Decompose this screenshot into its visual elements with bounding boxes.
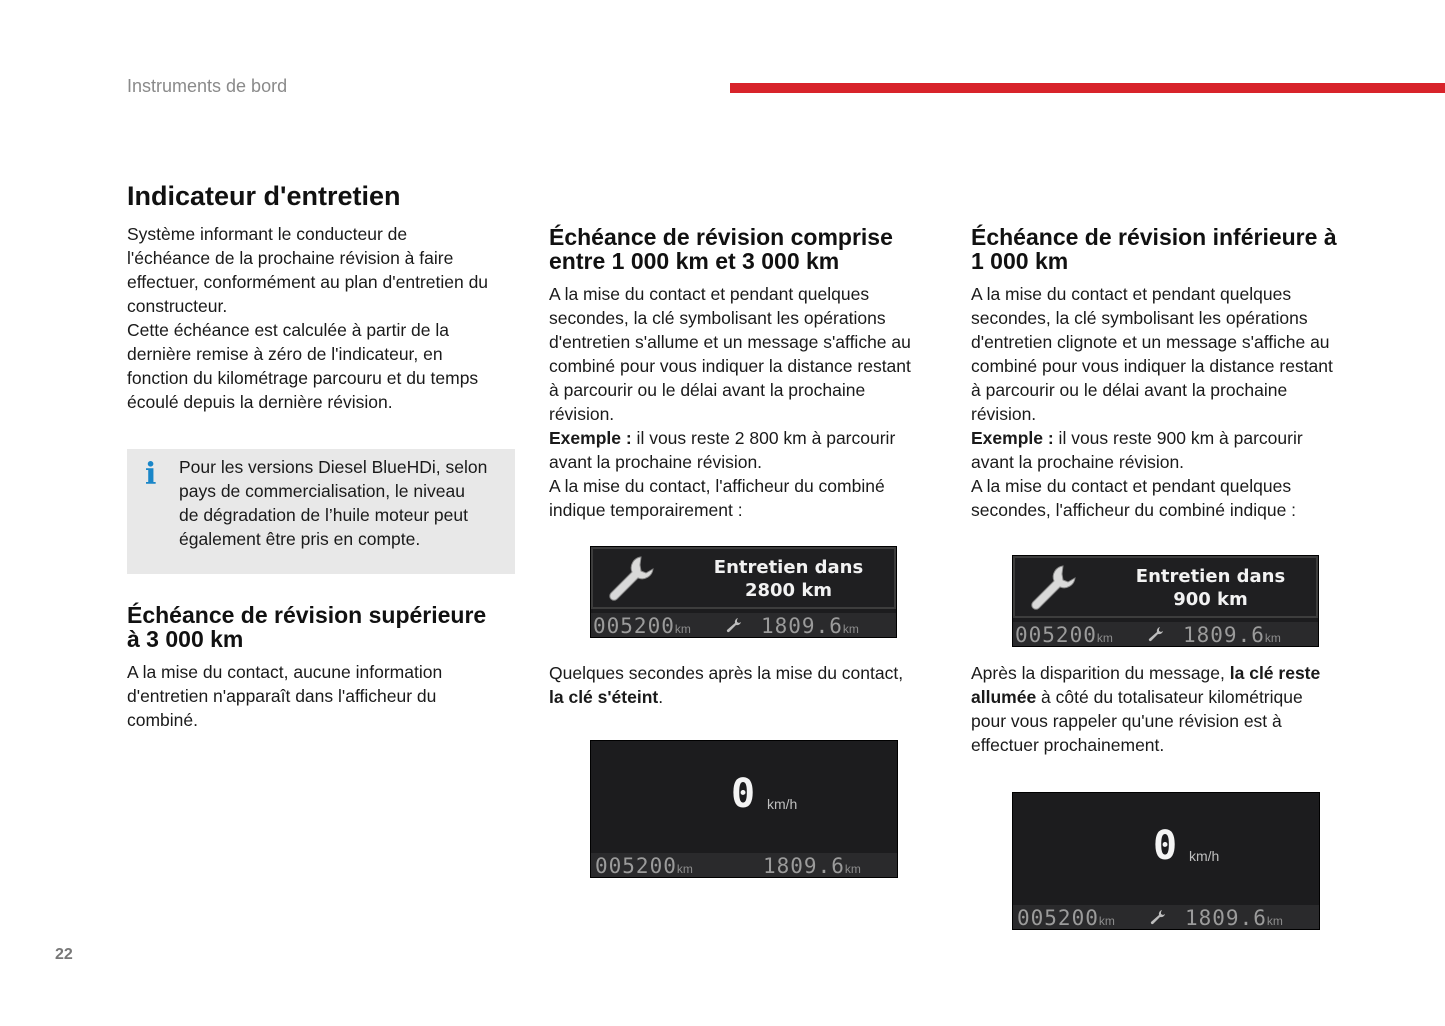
body-paragraph: [971, 282, 1371, 522]
heading-line: à 3 000 km: [127, 626, 244, 652]
dashboard-display-speed-with-key: [1012, 792, 1320, 930]
caption-bold: la clé s'éteint: [549, 687, 659, 707]
message-line-1: Entretien dans: [713, 557, 864, 578]
speed-unit: km/h: [1189, 848, 1220, 864]
text-line: d'entretien s'allume et un message s'affiche au: [549, 332, 911, 352]
odometer-total: [1017, 906, 1115, 930]
dashboard-display-message: [1012, 555, 1319, 647]
text-line: Cette échéance est calculée à partir de la: [127, 320, 449, 340]
caption-line: [971, 685, 1303, 709]
section-heading-1000-3000: [549, 225, 893, 273]
trip-value: 1809.6: [1185, 906, 1267, 930]
caption-line: [971, 661, 1320, 685]
odometer-unit: km: [674, 622, 691, 636]
speed-unit: km/h: [767, 796, 798, 812]
odometer-value: 005200: [593, 614, 675, 638]
heading-line: Échéance de révision comprise: [549, 224, 893, 250]
odometer-total: [1015, 623, 1113, 647]
text-line: secondes, la clé symbolisant les opérations: [971, 308, 1308, 328]
text-line: secondes, la clé symbolisant les opérations: [549, 308, 886, 328]
odometer-unit: km: [1098, 914, 1115, 928]
text-line: secondes, l'afficheur du combiné indique :: [971, 500, 1297, 520]
text-line: combiné pour vous indiquer la distance restant: [549, 356, 911, 376]
text-line: écoulé depuis la dernière révision.: [127, 392, 393, 412]
text-line: également être pris en compte.: [179, 529, 421, 549]
odometer-value: 005200: [595, 854, 677, 878]
text-line: A la mise du contact et pendant quelques: [971, 284, 1292, 304]
text-line: à parcourir ou le délai avant la prochaine: [549, 380, 866, 400]
trip-meter: [761, 614, 859, 638]
odometer-bar: [591, 853, 897, 877]
wrench-small-icon: [725, 617, 743, 634]
odometer-unit: km: [1096, 631, 1113, 645]
dashboard-display-message: [590, 546, 897, 638]
text-line: révision.: [549, 404, 615, 424]
text-line: constructeur.: [127, 296, 228, 316]
page-number: 22: [55, 946, 73, 963]
example-text: il vous reste 2 800 km à parcourir: [631, 428, 896, 448]
wrench-small-icon: [1149, 909, 1167, 926]
caption-line: [549, 685, 663, 709]
trip-unit: km: [844, 862, 861, 876]
info-box: [127, 449, 515, 574]
body-paragraph: [549, 282, 939, 522]
wrench-small-icon: [1147, 626, 1165, 643]
text-line: de dégradation de l’huile moteur peut: [179, 505, 468, 525]
info-icon: i: [145, 457, 157, 492]
info-text: [179, 455, 509, 551]
example-label: Exemple :: [971, 428, 1054, 448]
odometer-bar: [591, 613, 896, 637]
heading-line: Échéance de révision inférieure à: [971, 224, 1337, 250]
heading-line: Échéance de révision supérieure: [127, 602, 487, 628]
intro-paragraph: [127, 222, 517, 414]
text-line: A la mise du contact et pendant quelques: [971, 476, 1292, 496]
text-line: à parcourir ou le délai avant la prochaine: [971, 380, 1288, 400]
maintenance-message: [1108, 565, 1313, 611]
message-line-2: 900 km: [1173, 589, 1248, 610]
caption-line: effectuer prochainement.: [971, 735, 1165, 755]
trip-meter: [1183, 623, 1281, 647]
odometer-unit: km: [676, 862, 693, 876]
text-line: A la mise du contact, l'afficheur du combiné: [549, 476, 885, 496]
text-line: d'entretien clignote et un message s'affiche au: [971, 332, 1330, 352]
example-label: Exemple :: [549, 428, 632, 448]
wrench-icon: [605, 553, 655, 605]
dashboard-display-speed: [590, 740, 898, 878]
text-line: révision.: [971, 404, 1037, 424]
trip-unit: km: [1266, 914, 1283, 928]
text-line: l'échéance de la prochaine révision à faire: [127, 248, 454, 268]
text-line: Pour les versions Diesel BlueHDi, selon: [179, 457, 488, 477]
caption-bold: la clé reste: [1229, 663, 1321, 683]
maintenance-message: [686, 556, 891, 602]
odometer-bar: [1013, 905, 1319, 929]
message-line-2: 2800 km: [744, 580, 833, 601]
text-line: A la mise du contact, aucune information: [127, 662, 443, 682]
heading-line: entre 1 000 km et 3 000 km: [549, 248, 840, 274]
caption-text: à côté du totalisateur kilométrique: [1036, 687, 1303, 707]
example-line: [549, 426, 939, 450]
odometer-value: 005200: [1015, 623, 1097, 647]
text-line: Système informant le conducteur de: [127, 224, 408, 244]
speed-value: 0: [1153, 823, 1178, 869]
section-heading-below-1000: [971, 225, 1337, 273]
caption-line: Quelques secondes après la mise du contact,: [549, 663, 904, 683]
odometer-total: [595, 854, 693, 878]
text-line: indique temporairement :: [549, 500, 743, 520]
text-line: A la mise du contact et pendant quelques: [549, 284, 870, 304]
wrench-icon: [1027, 562, 1077, 614]
speed-value: 0: [731, 771, 756, 817]
trip-unit: km: [1264, 631, 1281, 645]
caption-bold: allumée: [971, 687, 1037, 707]
text-line: pays de commercialisation, le niveau: [179, 481, 465, 501]
text-line: avant la prochaine révision.: [971, 452, 1185, 472]
caption-start: Après la disparition du message,: [971, 663, 1230, 683]
text-line: dernière remise à zéro de l'indicateur, en: [127, 344, 443, 364]
caption-line: pour vous rappeler qu'une révision est à: [971, 711, 1282, 731]
trip-value: 1809.6: [1183, 623, 1265, 647]
above-3000-paragraph: [127, 660, 517, 732]
text-line: effectuer, conformément au plan d'entretien du: [127, 272, 489, 292]
trip-meter: [763, 854, 861, 878]
text-line: avant la prochaine révision.: [549, 452, 763, 472]
trip-value: 1809.6: [763, 854, 845, 878]
header-accent-bar: [730, 83, 1445, 93]
trip-meter: [1185, 906, 1283, 930]
example-text: il vous reste 900 km à parcourir: [1053, 428, 1303, 448]
trip-unit: km: [842, 622, 859, 636]
caption-end: .: [658, 687, 664, 707]
section-heading-above-3000: [127, 603, 486, 651]
odometer-bar: [1013, 622, 1318, 646]
message-line-1: Entretien dans: [1135, 566, 1286, 587]
odometer-total: [593, 614, 691, 638]
section-title: Instruments de bord: [127, 76, 288, 96]
odometer-value: 005200: [1017, 906, 1099, 930]
trip-value: 1809.6: [761, 614, 843, 638]
text-line: combiné.: [127, 710, 199, 730]
text-line: combiné pour vous indiquer la distance restant: [971, 356, 1333, 376]
heading-line: 1 000 km: [971, 248, 1069, 274]
page-title: Indicateur d'entretien: [127, 181, 401, 211]
text-line: fonction du kilométrage parcouru et du temps: [127, 368, 479, 388]
text-line: d'entretien n'apparaît dans l'afficheur du: [127, 686, 437, 706]
example-line: [971, 426, 1371, 450]
